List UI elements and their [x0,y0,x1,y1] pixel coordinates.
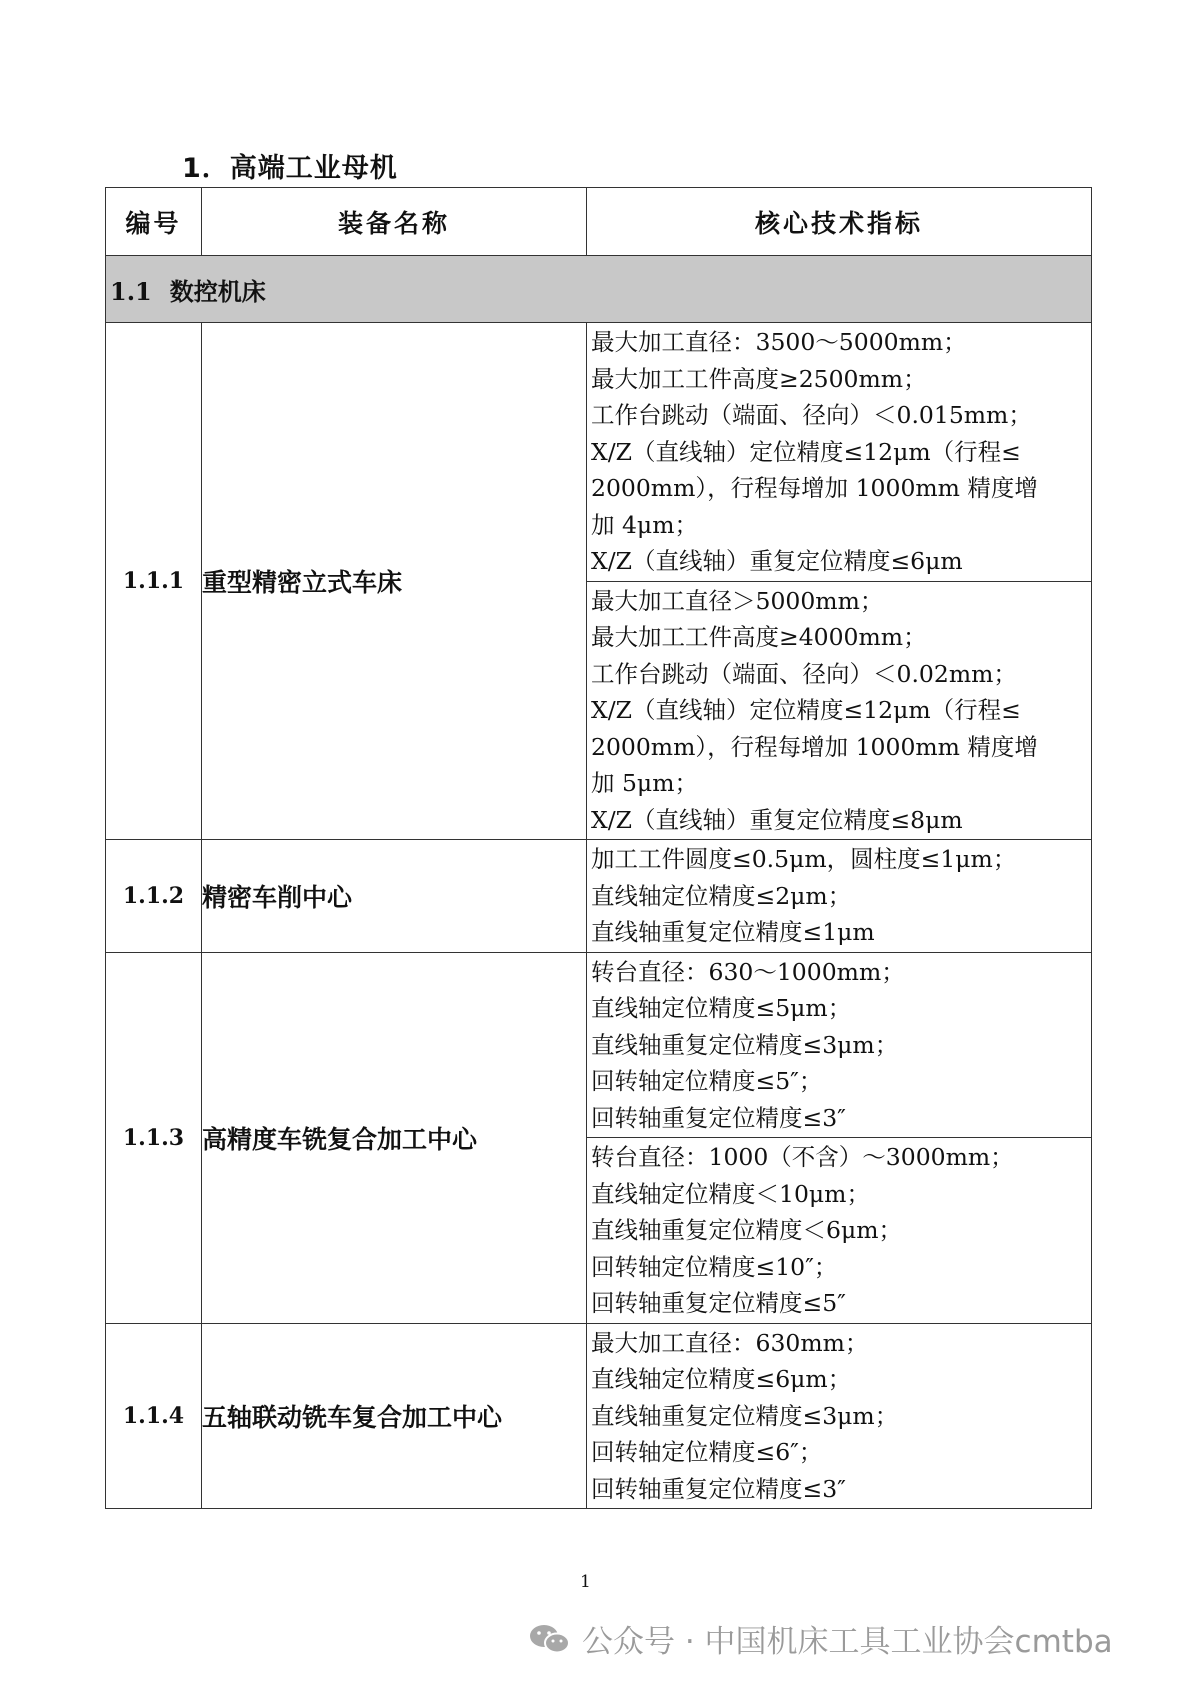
equipment-name: 精密车削中心 [202,840,587,953]
spec-block [587,840,1091,952]
spec-line: X/Z（直线轴）定位精度≤12μm（行程≤ [591,696,1021,724]
spec-line: 直线轴定位精度＜10μm； [591,1179,870,1208]
spec-cell [587,1323,1092,1509]
spec-line: 2000mm），行程每增加 1000mm 精度增 [591,732,1038,761]
row-number: 1.1.2 [106,840,202,953]
spec-line: 直线轴定位精度≤5μm； [591,994,852,1022]
header-number: 编号 [106,188,202,256]
spec-line: 最大加工工件高度≥4000mm； [591,623,927,651]
spec-line: 回转轴重复定位精度≤5″ [591,1289,846,1317]
group-cell [106,256,1092,323]
spec-cell [587,323,1092,840]
spec-block [587,323,1091,581]
watermark [528,1616,1113,1661]
spec-line: 回转轴定位精度≤10″； [591,1252,838,1281]
spec-line: X/Z（直线轴）重复定位精度≤6μm [591,547,963,575]
spec-line: 直线轴定位精度≤2μm； [591,881,852,910]
group-title: 数控机床 [169,277,266,306]
table-row [106,1323,1092,1509]
row-number: 1.1.4 [106,1323,202,1509]
spec-line: 最大加工直径＞5000mm； [591,586,884,615]
spec-line: 直线轴定位精度≤6μm； [591,1365,852,1393]
spec-line: 回转轴定位精度≤5″； [591,1067,823,1095]
equipment-name: 重型精密立式车床 [202,323,587,840]
spec-line: 直线轴重复定位精度≤3μm； [591,1401,899,1430]
wechat-icon [528,1622,572,1656]
spec-cell [587,952,1092,1323]
spec-line: 加 4μm； [591,510,698,539]
section-title: 1．高端工业母机 [182,153,398,184]
spec-line: 直线轴重复定位精度≤1μm [591,918,875,946]
spec-line: 加 5μm； [591,769,698,797]
spec-line: 2000mm），行程每增加 1000mm 精度增 [591,474,1038,502]
header-equipment-name: 装备名称 [202,188,587,256]
group-row-cnc [106,256,1092,323]
spec-block [587,1324,1091,1509]
spec-line: 回转轴重复定位精度≤3″ [591,1103,846,1132]
row-number: 1.1.1 [106,323,202,840]
spec-line: 加工工件圆度≤0.5μm，圆柱度≤1μm； [591,845,1017,873]
spec-line: 直线轴重复定位精度＜6μm； [591,1216,903,1244]
spec-line: 工作台跳动（端面、径向）＜0.015mm； [591,401,1032,429]
table-header-row [106,188,1092,256]
spec-line: 最大加工工件高度≥2500mm； [591,364,927,393]
spec-line: 工作台跳动（端面、径向）＜0.02mm； [591,659,1017,688]
table-row [106,840,1092,953]
page-number: 1 [580,1572,591,1592]
row-number: 1.1.3 [106,952,202,1323]
spec-line: 转台直径：630～1000mm； [591,957,905,986]
spec-line: X/Z（直线轴）重复定位精度≤8μm [591,805,963,834]
spec-block [587,1137,1091,1323]
equipment-spec-table [105,187,1092,1509]
equipment-name: 五轴联动铣车复合加工中心 [202,1323,587,1509]
watermark-text: 公众号 · 中国机床工具工业协会cmtba [582,1624,1113,1660]
spec-line: 回转轴定位精度≤6″； [591,1438,823,1466]
spec-line: 回转轴重复定位精度≤3″ [591,1474,846,1503]
spec-line: 直线轴重复定位精度≤3μm； [591,1030,899,1059]
spec-line: 最大加工直径：630mm； [591,1328,869,1357]
spec-cell [587,840,1092,953]
table-row [106,952,1092,1323]
group-number: 1.1 [110,276,152,306]
header-core-indicators: 核心技术指标 [587,188,1092,256]
spec-line: 最大加工直径：3500～5000mm； [591,328,967,356]
equipment-name: 高精度车铣复合加工中心 [202,952,587,1323]
spec-line: X/Z（直线轴）定位精度≤12μm（行程≤ [591,437,1021,466]
spec-block [587,953,1091,1138]
table-row [106,323,1092,840]
spec-line: 转台直径：1000（不含）～3000mm； [591,1143,1014,1171]
spec-block [587,581,1091,840]
